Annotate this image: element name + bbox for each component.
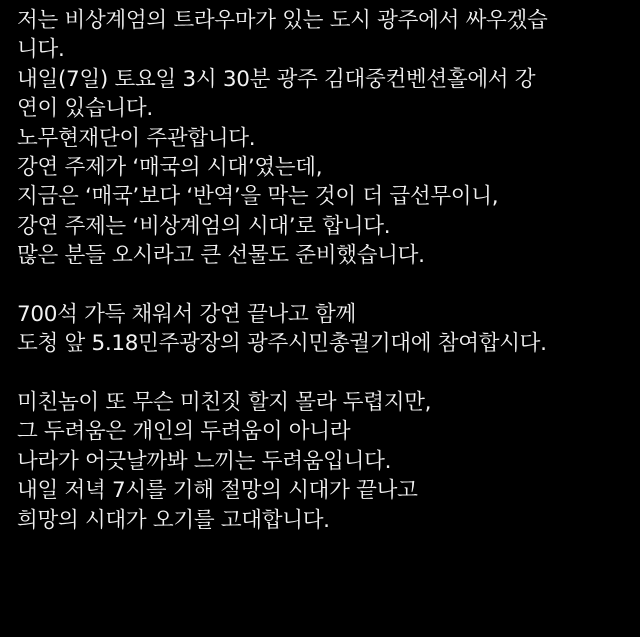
text-line: 지금은 ‘매국’보다 ‘반역’을 막는 것이 더 급선무이니, [17, 184, 499, 210]
text-line: 노무현재단이 주관합니다. [17, 125, 256, 151]
text-line: 미친놈이 또 무슨 미친짓 할지 몰라 두렵지만, [17, 390, 432, 416]
text-line: 내일 저녁 7시를 기해 절망의 시대가 끝나고 [17, 478, 418, 504]
paragraph-2 [17, 300, 627, 359]
text-line: 그 두려움은 개인의 두려움이 아니라 [17, 419, 351, 445]
post-body [17, 6, 627, 535]
text-line: 700석 가득 채워서 강연 끝나고 함께 [17, 301, 356, 327]
text-line: 내일(7일) 토요일 3시 30분 광주 김대중컨벤션홀에서 강 [17, 66, 536, 92]
text-line: 희망의 시대가 오기를 고대합니다. [17, 507, 330, 533]
text-line: 많은 분들 오시라고 큰 선물도 준비했습니다. [17, 243, 425, 269]
paragraph-1 [17, 6, 627, 271]
paragraph-gap [17, 271, 627, 300]
text-line: 강연 주제가 ‘매국의 시대’였는데, [17, 154, 323, 180]
text-line: 도청 앞 5.18민주광장의 광주시민총궐기대에 참여합시다. [17, 331, 547, 357]
text-line: 니다. [17, 37, 65, 63]
text-line: 저는 비상계엄의 트라우마가 있는 도시 광주에서 싸우겠습 [17, 8, 548, 33]
text-line: 연이 있습니다. [17, 96, 153, 122]
paragraph-3 [17, 388, 627, 535]
paragraph-gap [17, 359, 627, 388]
text-line: 나라가 어긋날까봐 느끼는 두려움입니다. [17, 448, 392, 474]
text-line: 강연 주제는 ‘비상계엄의 시대’로 합니다. [17, 213, 391, 239]
